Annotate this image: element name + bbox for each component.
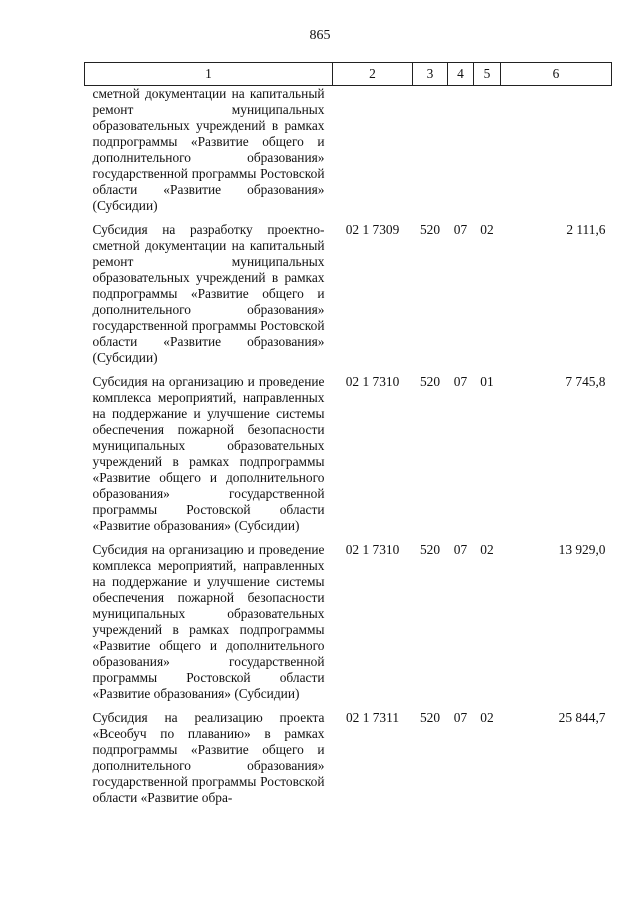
row-description: Субсидия на разработку проектно-сметной документации на капитальный ремонт муниципальных образовательных учреждений в рамках подпрограммы «Развитие общего и дополнительного образования» государственной программы Ростовской области «Развитие образования» (Субсидии) <box>92 222 325 365</box>
row-target-code <box>333 86 413 223</box>
row-amount <box>501 86 612 223</box>
table-row <box>85 710 612 814</box>
row-expense-type: 520 <box>419 710 441 725</box>
row-target-code: 02 1 7310 <box>345 542 400 557</box>
row-amount: 2 111,6 <box>566 222 606 237</box>
row-amount: 25 844,7 <box>558 710 606 725</box>
row-target-code: 02 1 7309 <box>345 222 400 237</box>
row-subsection: 02 <box>480 710 494 725</box>
header-col-3: 3 <box>413 63 448 86</box>
row-section: 07 <box>453 374 468 389</box>
header-col-6: 6 <box>501 63 612 86</box>
row-description: сметной документации на капитальный ремонт муниципальных образовательных учреждений в рамках подпрограммы «Развитие общего и дополнительного образования» государственной программы Ростовской области «Развитие образования» (Субсидии) <box>92 86 325 213</box>
row-description: Субсидия на организацию и проведение комплекса мероприятий, направленных на поддержание и улучшение системы обеспечения пожарной безопасности муниципальных образовательных учреждений в рамках подпрограммы «Развитие общего и дополнительного образования» государственной программы Ростовской области «Развитие образования» (Субсидии) <box>92 374 325 533</box>
row-description: Субсидия на организацию и проведение комплекса мероприятий, направленных на поддержание и улучшение системы обеспечения пожарной безопасности муниципальных образовательных учреждений в рамках подпрограммы «Развитие общего и дополнительного образования» государственной программы Ростовской области «Развитие образования» (Субсидии) <box>92 542 325 701</box>
header-col-1: 1 <box>85 63 333 86</box>
table-row <box>85 222 612 374</box>
row-amount: 7 745,8 <box>565 374 606 389</box>
row-amount: 13 929,0 <box>558 542 606 557</box>
row-subsection <box>474 86 501 223</box>
table-row <box>85 374 612 542</box>
header-col-4: 4 <box>448 63 474 86</box>
budget-table <box>84 62 612 814</box>
table-row <box>85 86 612 223</box>
header-col-2: 2 <box>333 63 413 86</box>
row-expense-type: 520 <box>419 374 441 389</box>
row-description: Субсидия на реализацию проекта «Всеобуч по плаванию» в рамках подпрограммы «Развитие общего и дополнительного образования» государственной программы Ростовской области «Развитие обра- <box>92 710 325 805</box>
row-subsection: 02 <box>480 542 494 557</box>
table-row <box>85 542 612 710</box>
row-target-code: 02 1 7311 <box>345 710 400 725</box>
table-header-row <box>85 63 612 86</box>
row-section: 07 <box>453 710 468 725</box>
row-subsection: 01 <box>480 374 494 389</box>
row-section: 07 <box>453 542 468 557</box>
row-target-code: 02 1 7310 <box>345 374 400 389</box>
row-subsection: 02 <box>480 222 494 237</box>
row-expense-type <box>413 86 448 223</box>
row-expense-type: 520 <box>419 222 441 237</box>
header-col-5: 5 <box>474 63 501 86</box>
row-section <box>448 86 474 223</box>
page-number: 865 <box>309 28 331 43</box>
row-expense-type: 520 <box>419 542 441 557</box>
row-section: 07 <box>453 222 468 237</box>
